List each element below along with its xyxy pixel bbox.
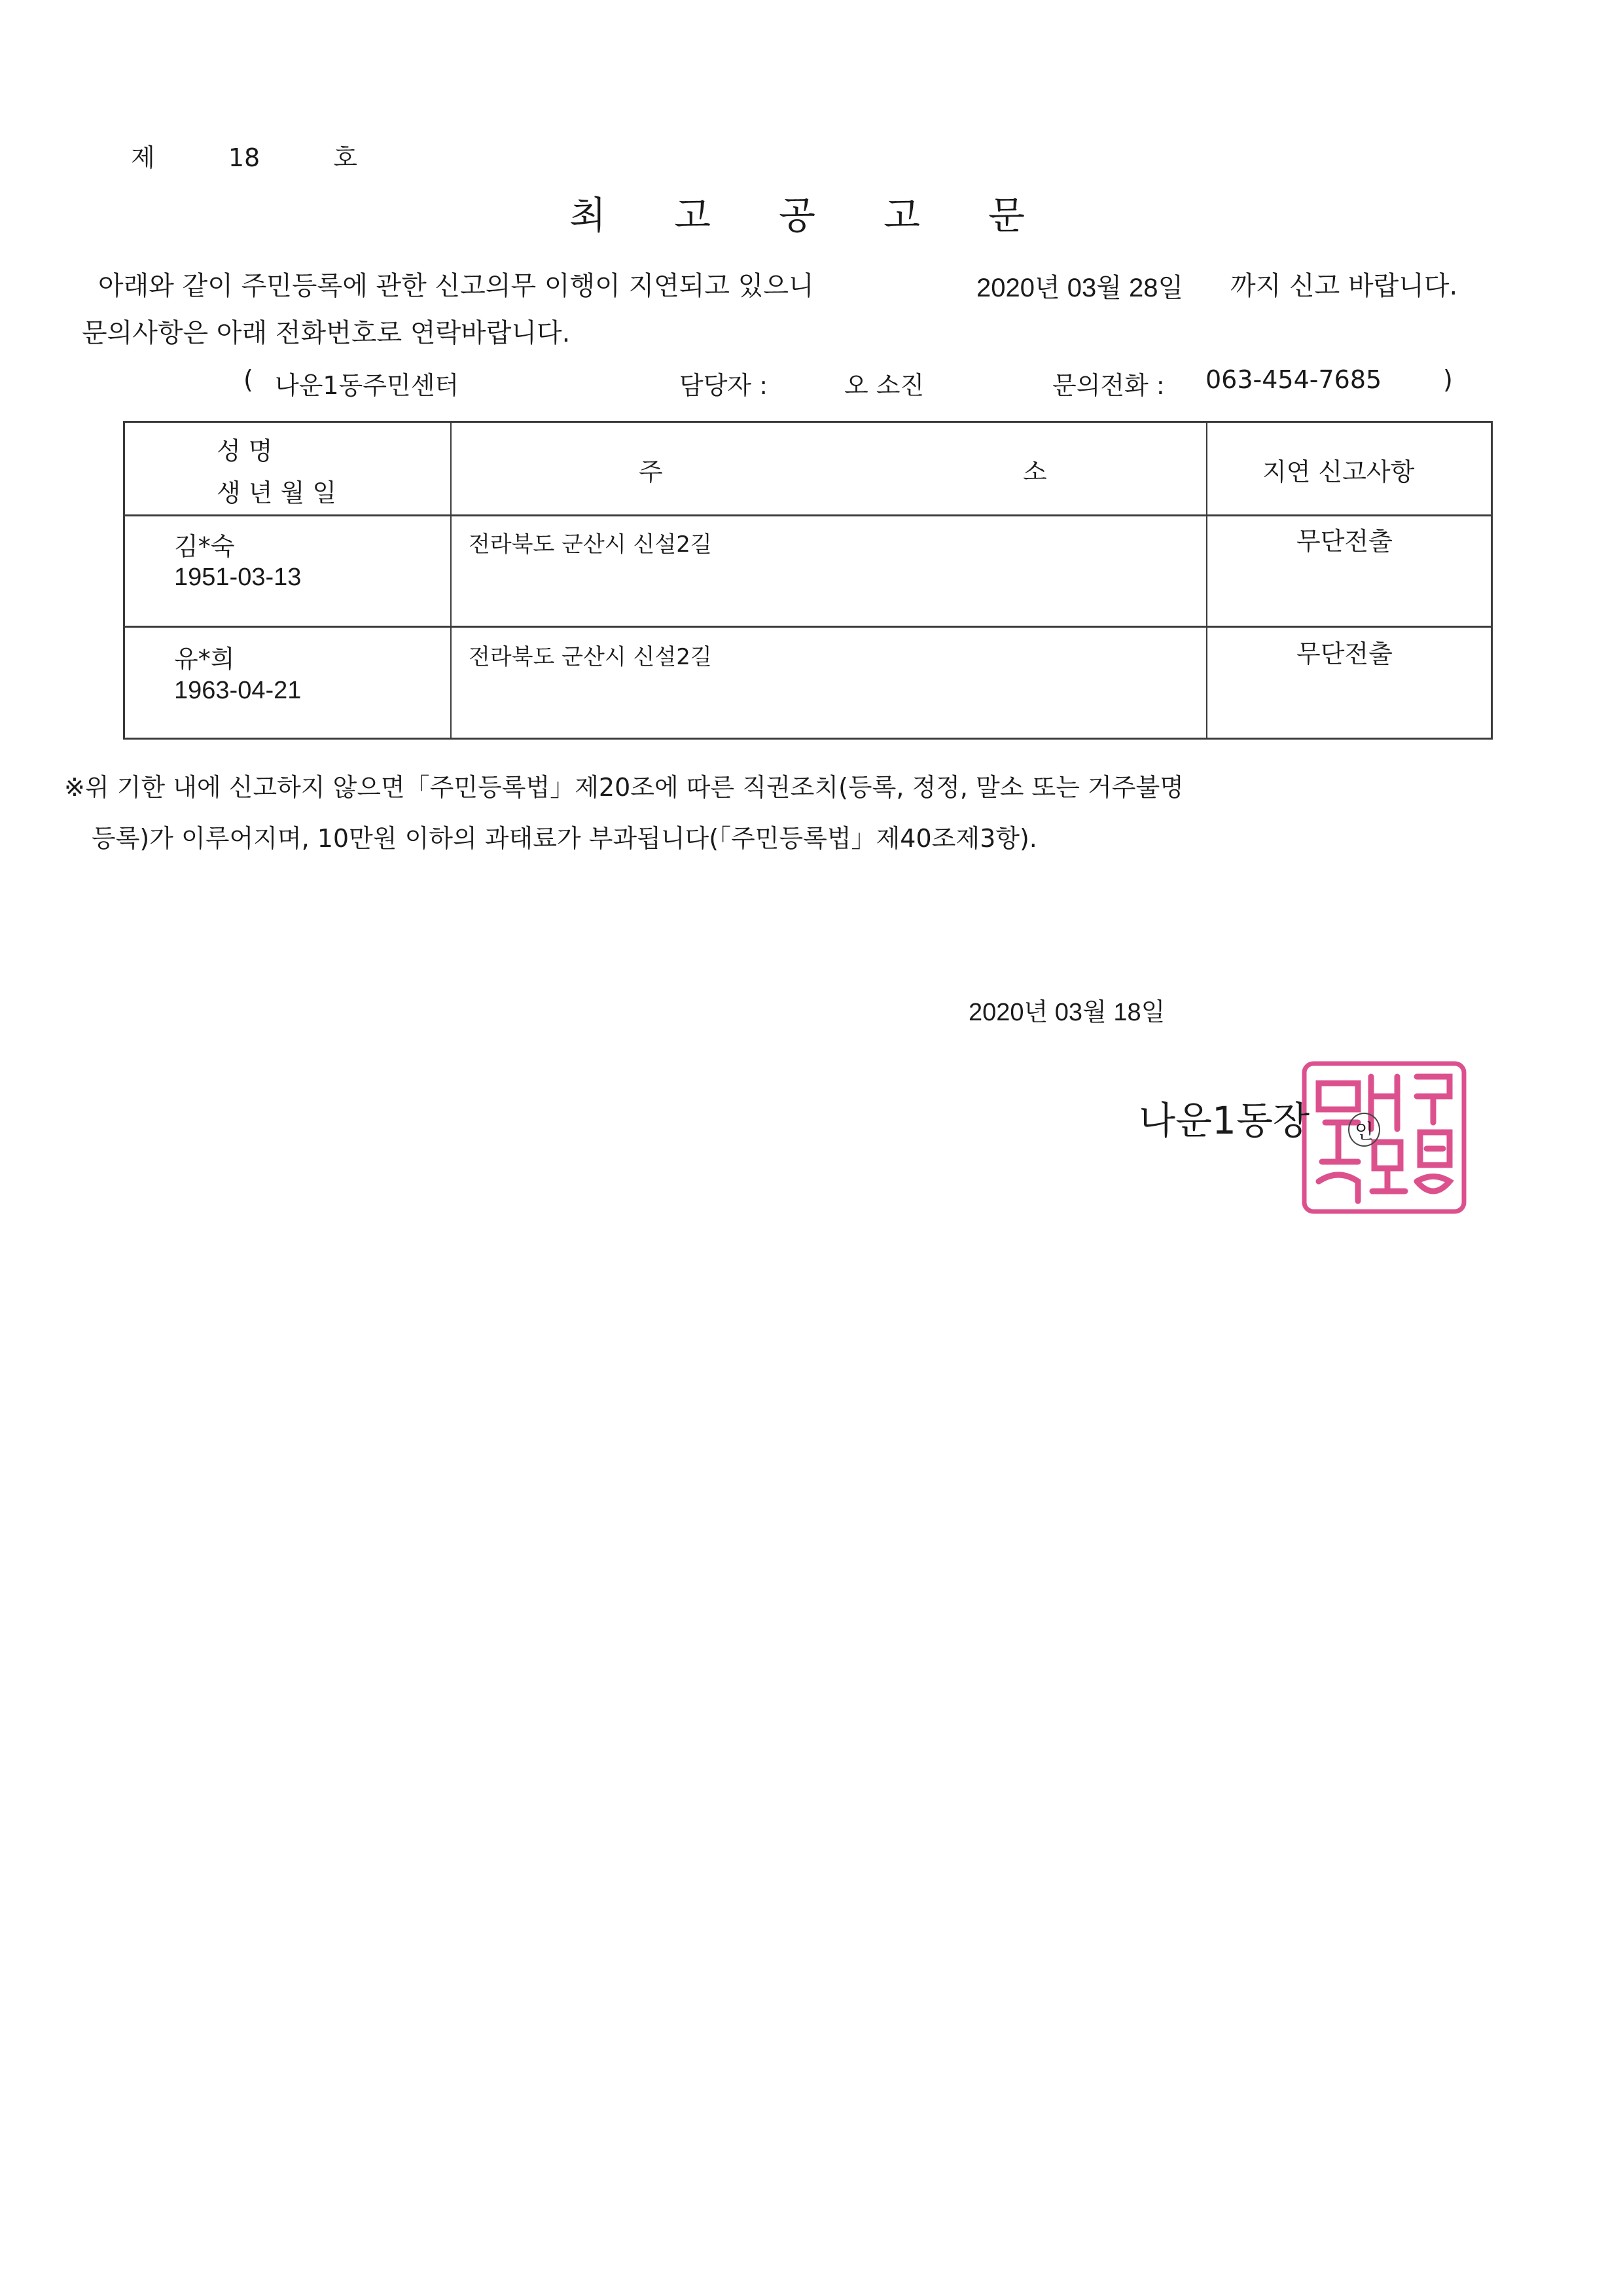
intro-line-1: 아래와 같이 주민등록에 관한 신고의무 이행이 지연되고 있으니	[98, 271, 814, 301]
row-1-name: 김*숙	[174, 532, 235, 561]
title-char: 고	[883, 193, 921, 238]
title-char: 문	[988, 193, 1026, 238]
title-char: 공	[779, 193, 816, 238]
doc-number-suffix: 호	[333, 143, 357, 172]
notice-table	[123, 421, 1493, 740]
footnote-line-1: ※위 기한 내에 신고하지 않으면「주민등록법」제20조에 따른 직권조치(등록, 정정, 말소 또는 거주불명	[64, 773, 1184, 802]
manager-label: 담당자 :	[679, 371, 768, 400]
page-title	[569, 185, 1093, 240]
table-divider	[125, 626, 1491, 628]
row-2-report: 무단전출	[1296, 639, 1393, 668]
issue-date: 2020년 03월 18일	[969, 999, 1166, 1026]
contact-close-paren: )	[1443, 365, 1453, 394]
phone-number: 063-454-7685	[1205, 365, 1382, 394]
footnote-line-2: 등록)가 이루어지며, 10만원 이하의 과태료가 부과됩니다(「주민등록법」제40조제3항).	[92, 824, 1037, 853]
contact-open-paren: (	[243, 365, 253, 394]
intro-line-1-end: 까지 신고 바랍니다.	[1230, 271, 1458, 301]
row-1-birth: 1951-03-13	[174, 564, 302, 591]
doc-number-prefix: 제	[131, 143, 155, 172]
title-char: 최	[569, 193, 607, 238]
table-divider	[1206, 423, 1207, 738]
row-2-birth: 1963-04-21	[174, 677, 302, 704]
header-address-right: 소	[1023, 457, 1047, 486]
phone-label: 문의전화 :	[1052, 371, 1165, 400]
seal-mark: 인	[1348, 1113, 1380, 1147]
official-seal-stamp	[1299, 1057, 1469, 1217]
row-2-address: 전라북도 군산시 신설2길	[469, 644, 712, 670]
header-name: 성 명	[217, 437, 273, 465]
table-divider	[125, 514, 1491, 516]
header-birth: 생 년 월 일	[217, 478, 337, 507]
center-name: 나운1동주민센터	[275, 371, 459, 400]
row-1-report: 무단전출	[1296, 527, 1393, 556]
title-char: 고	[674, 193, 711, 238]
doc-number-value: 18	[228, 143, 260, 172]
header-address-left: 주	[639, 457, 663, 486]
issuer-title: 나운1동장	[1139, 1098, 1310, 1143]
intro-line-2: 문의사항은 아래 전화번호로 연락바랍니다.	[82, 318, 571, 348]
header-report: 지연 신고사항	[1262, 457, 1415, 486]
table-divider	[450, 423, 452, 738]
row-1-address: 전라북도 군산시 신설2길	[469, 531, 712, 558]
manager-name: 오 소진	[844, 371, 925, 400]
row-2-name: 유*희	[174, 645, 235, 673]
deadline-date: 2020년 03월 28일	[976, 274, 1184, 302]
document-number	[131, 137, 357, 173]
